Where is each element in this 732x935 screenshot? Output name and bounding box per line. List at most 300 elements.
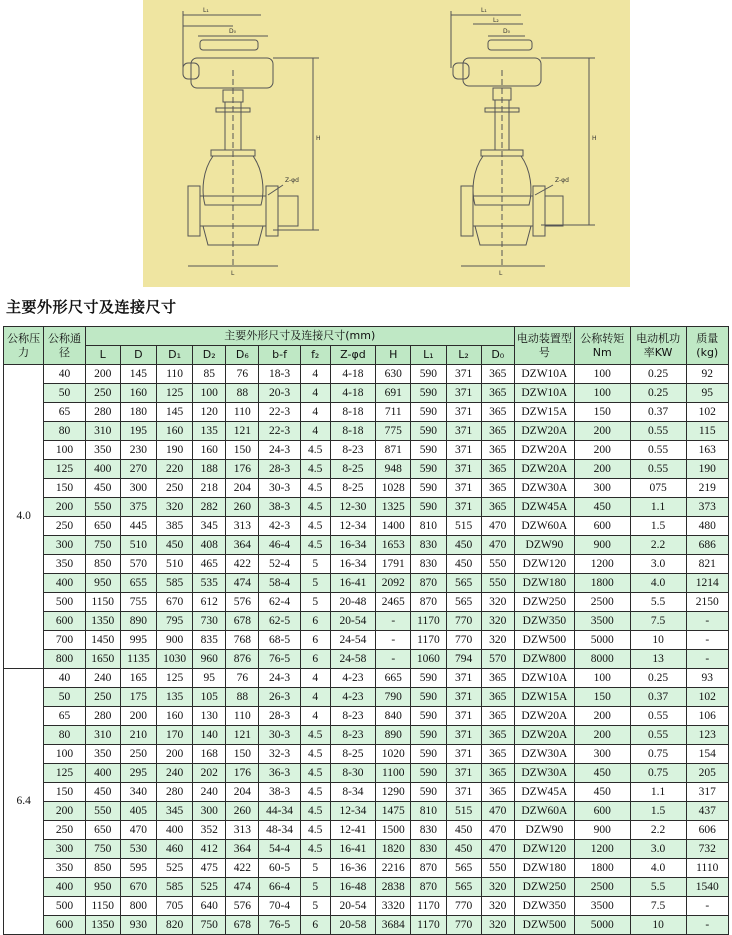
table-cell: 470 bbox=[481, 536, 514, 555]
table-cell: 52-4 bbox=[259, 555, 300, 574]
table-cell: 830 bbox=[411, 536, 446, 555]
table-cell: 1170 bbox=[411, 916, 446, 935]
table-cell: 900 bbox=[574, 536, 630, 555]
header-col-0: L bbox=[85, 346, 120, 365]
table-cell: 80 bbox=[44, 422, 85, 441]
table-cell: 595 bbox=[120, 859, 156, 878]
table-cell: 260 bbox=[226, 498, 259, 517]
table-cell: 768 bbox=[226, 631, 259, 650]
table-cell: 770 bbox=[446, 612, 481, 631]
table-row bbox=[4, 593, 729, 612]
table-cell: 1800 bbox=[574, 574, 630, 593]
table-cell: 550 bbox=[481, 859, 514, 878]
table-row bbox=[4, 840, 729, 859]
table-cell: 600 bbox=[44, 916, 85, 935]
table-cell: 450 bbox=[85, 783, 120, 802]
table-cell: DZW10A bbox=[514, 365, 574, 384]
table-cell: 1.5 bbox=[630, 517, 686, 536]
table-cell: 450 bbox=[446, 840, 481, 859]
table-cell: 345 bbox=[157, 802, 193, 821]
table-cell: DZW20A bbox=[514, 460, 574, 479]
table-cell: 371 bbox=[446, 384, 481, 403]
table-cell: 310 bbox=[85, 726, 120, 745]
table-cell: 5.5 bbox=[630, 878, 686, 897]
table-cell: 12-41 bbox=[330, 821, 375, 840]
pressure-cell: 6.4 bbox=[4, 669, 44, 935]
table-cell: 4.0 bbox=[630, 859, 686, 878]
table-cell: 835 bbox=[193, 631, 226, 650]
table-row bbox=[4, 764, 729, 783]
table-cell: 350 bbox=[44, 859, 85, 878]
table-row bbox=[4, 536, 729, 555]
table-cell: DZW20A bbox=[514, 422, 574, 441]
table-cell: 1500 bbox=[376, 821, 411, 840]
table-cell: DZW30A bbox=[514, 479, 574, 498]
table-cell: 0.55 bbox=[630, 726, 686, 745]
table-cell: 1030 bbox=[157, 650, 193, 669]
table-cell: 125 bbox=[44, 764, 85, 783]
table-row bbox=[4, 745, 729, 764]
table-cell: 1653 bbox=[376, 536, 411, 555]
table-cell: 450 bbox=[446, 555, 481, 574]
table-cell: 565 bbox=[446, 859, 481, 878]
table-cell: 8-25 bbox=[330, 745, 375, 764]
table-cell: 2150 bbox=[686, 593, 729, 612]
table-cell: 250 bbox=[44, 517, 85, 536]
table-cell: 220 bbox=[157, 460, 193, 479]
table-cell: - bbox=[686, 897, 729, 916]
table-cell: 525 bbox=[193, 878, 226, 897]
right-h-label: H bbox=[592, 135, 597, 142]
table-cell: 24-3 bbox=[259, 669, 300, 688]
table-cell: 0.25 bbox=[630, 384, 686, 403]
table-cell: 570 bbox=[120, 555, 156, 574]
table-cell: 0.55 bbox=[630, 707, 686, 726]
table-cell: 1290 bbox=[376, 783, 411, 802]
pressure-cell: 4.0 bbox=[4, 365, 44, 669]
table-cell: 678 bbox=[226, 916, 259, 935]
table-cell: 4 bbox=[300, 707, 330, 726]
table-cell: 4 bbox=[300, 422, 330, 441]
table-cell: 62-4 bbox=[259, 593, 300, 612]
table-cell: 163 bbox=[686, 441, 729, 460]
table-cell: 219 bbox=[686, 479, 729, 498]
table-cell: 371 bbox=[446, 707, 481, 726]
table-cell: 300 bbox=[44, 536, 85, 555]
table-cell: 371 bbox=[446, 441, 481, 460]
table-cell: 176 bbox=[226, 764, 259, 783]
table-cell: DZW15A bbox=[514, 403, 574, 422]
table-row bbox=[4, 783, 729, 802]
table-cell: 300 bbox=[574, 745, 630, 764]
table-cell: 16-41 bbox=[330, 574, 375, 593]
table-cell: 5 bbox=[300, 555, 330, 574]
table-cell: 590 bbox=[411, 726, 446, 745]
table-cell: 830 bbox=[411, 821, 446, 840]
table-cell: 8-18 bbox=[330, 403, 375, 422]
table-cell: 365 bbox=[481, 688, 514, 707]
table-cell: 640 bbox=[193, 897, 226, 916]
table-cell: 20-54 bbox=[330, 612, 375, 631]
table-cell: 110 bbox=[226, 403, 259, 422]
table-cell: 474 bbox=[226, 878, 259, 897]
table-cell: 210 bbox=[120, 726, 156, 745]
table-cell: 295 bbox=[120, 764, 156, 783]
table-cell: 145 bbox=[120, 365, 156, 384]
table-cell: 8-25 bbox=[330, 460, 375, 479]
table-cell: 102 bbox=[686, 403, 729, 422]
table-cell: 20-54 bbox=[330, 897, 375, 916]
table-cell: 93 bbox=[686, 669, 729, 688]
table-cell: 590 bbox=[411, 783, 446, 802]
table-cell: 0.55 bbox=[630, 441, 686, 460]
table-cell: 450 bbox=[574, 764, 630, 783]
table-cell: 876 bbox=[226, 650, 259, 669]
table-cell: 6 bbox=[300, 631, 330, 650]
table-cell: 4.5 bbox=[300, 479, 330, 498]
table-cell: 0.55 bbox=[630, 460, 686, 479]
header-nominal-dia: 公称通径 bbox=[44, 327, 85, 365]
table-cell: 400 bbox=[157, 821, 193, 840]
table-cell: 470 bbox=[481, 517, 514, 536]
table-cell: 795 bbox=[157, 612, 193, 631]
table-row bbox=[4, 498, 729, 517]
table-cell: 535 bbox=[193, 574, 226, 593]
table-cell: DZW20A bbox=[514, 726, 574, 745]
table-cell: 280 bbox=[85, 707, 120, 726]
table-cell: 4 bbox=[300, 403, 330, 422]
table-cell: 4.5 bbox=[300, 821, 330, 840]
table-cell: 4-18 bbox=[330, 365, 375, 384]
header-col-10: L₂ bbox=[446, 346, 481, 365]
table-cell: 590 bbox=[411, 688, 446, 707]
table-cell: 300 bbox=[193, 802, 226, 821]
header-col-8: H bbox=[376, 346, 411, 365]
left-d0-label: D₀ bbox=[229, 28, 237, 35]
header-mass: 质量(kg) bbox=[686, 327, 729, 365]
table-cell: DZW20A bbox=[514, 707, 574, 726]
table-cell: 371 bbox=[446, 460, 481, 479]
table-cell: 200 bbox=[85, 365, 120, 384]
header-col-2: D₁ bbox=[157, 346, 193, 365]
table-cell: 3500 bbox=[574, 612, 630, 631]
table-cell: 373 bbox=[686, 498, 729, 517]
table-cell: 30-3 bbox=[259, 726, 300, 745]
table-cell: 4-23 bbox=[330, 688, 375, 707]
table-cell: 260 bbox=[226, 802, 259, 821]
table-cell: 40 bbox=[44, 365, 85, 384]
table-cell: 475 bbox=[193, 859, 226, 878]
table-cell: 4-18 bbox=[330, 384, 375, 403]
table-cell: 732 bbox=[686, 840, 729, 859]
table-cell: 870 bbox=[411, 593, 446, 612]
table-cell: 5 bbox=[300, 878, 330, 897]
header-col-6: f₂ bbox=[300, 346, 330, 365]
table-cell: 4.5 bbox=[300, 783, 330, 802]
table-cell: 110 bbox=[157, 365, 193, 384]
table-cell: 100 bbox=[574, 384, 630, 403]
table-cell: 4 bbox=[300, 365, 330, 384]
table-row bbox=[4, 897, 729, 916]
table-cell: 250 bbox=[120, 745, 156, 764]
table-cell: 790 bbox=[376, 688, 411, 707]
table-cell: 150 bbox=[226, 441, 259, 460]
table-cell: - bbox=[686, 631, 729, 650]
table-cell: 655 bbox=[120, 574, 156, 593]
table-cell: 570 bbox=[481, 650, 514, 669]
table-cell: 510 bbox=[157, 555, 193, 574]
table-cell: 365 bbox=[481, 365, 514, 384]
table-cell: 665 bbox=[376, 669, 411, 688]
table-cell: 500 bbox=[44, 593, 85, 612]
table-cell: 405 bbox=[120, 802, 156, 821]
table-cell: 100 bbox=[44, 745, 85, 764]
right-valve bbox=[451, 11, 595, 266]
table-cell: 0.25 bbox=[630, 365, 686, 384]
table-cell: 691 bbox=[376, 384, 411, 403]
table-cell: 150 bbox=[44, 479, 85, 498]
table-cell: 36-3 bbox=[259, 764, 300, 783]
table-cell: 960 bbox=[193, 650, 226, 669]
table-cell: 900 bbox=[574, 821, 630, 840]
table-cell: 550 bbox=[85, 498, 120, 517]
table-cell: 300 bbox=[574, 479, 630, 498]
table-cell: 1791 bbox=[376, 555, 411, 574]
table-cell: 22-3 bbox=[259, 422, 300, 441]
table-cell: 590 bbox=[411, 422, 446, 441]
table-cell: 92 bbox=[686, 365, 729, 384]
left-l-label: L bbox=[231, 270, 235, 277]
table-cell: 4.5 bbox=[300, 536, 330, 555]
table-cell: 88 bbox=[226, 688, 259, 707]
table-cell: 317 bbox=[686, 783, 729, 802]
table-cell: 130 bbox=[193, 707, 226, 726]
table-cell: 450 bbox=[574, 783, 630, 802]
table-cell: 576 bbox=[226, 897, 259, 916]
table-cell: 0.75 bbox=[630, 764, 686, 783]
table-cell: 1170 bbox=[411, 612, 446, 631]
table-cell: 450 bbox=[85, 479, 120, 498]
table-cell: 0.37 bbox=[630, 688, 686, 707]
table-cell: 115 bbox=[686, 422, 729, 441]
header-col-9: L₁ bbox=[411, 346, 446, 365]
table-cell: 412 bbox=[193, 840, 226, 859]
table-cell: 5000 bbox=[574, 916, 630, 935]
table-cell: 371 bbox=[446, 669, 481, 688]
table-cell: 400 bbox=[85, 460, 120, 479]
table-cell: 1214 bbox=[686, 574, 729, 593]
table-cell: 320 bbox=[481, 897, 514, 916]
table-cell: 750 bbox=[85, 840, 120, 859]
table-cell: 12-30 bbox=[330, 498, 375, 517]
table-cell: 20-58 bbox=[330, 916, 375, 935]
table-cell: 320 bbox=[481, 612, 514, 631]
table-cell: 365 bbox=[481, 422, 514, 441]
table-cell: 770 bbox=[446, 897, 481, 916]
table-cell: 770 bbox=[446, 916, 481, 935]
table-cell: 1325 bbox=[376, 498, 411, 517]
table-cell: 2092 bbox=[376, 574, 411, 593]
table-cell: 16-34 bbox=[330, 555, 375, 574]
table-cell: 870 bbox=[411, 574, 446, 593]
table-cell: 200 bbox=[574, 726, 630, 745]
table-cell: 371 bbox=[446, 422, 481, 441]
table-cell: 371 bbox=[446, 764, 481, 783]
table-cell: 10 bbox=[630, 631, 686, 650]
table-cell: 371 bbox=[446, 479, 481, 498]
table-cell: 4 bbox=[300, 669, 330, 688]
table-cell: 28-3 bbox=[259, 460, 300, 479]
table-cell: 300 bbox=[120, 479, 156, 498]
table-cell: - bbox=[686, 650, 729, 669]
table-cell: DZW10A bbox=[514, 669, 574, 688]
table-cell: 700 bbox=[44, 631, 85, 650]
table-cell: 270 bbox=[120, 460, 156, 479]
table-cell: 24-58 bbox=[330, 650, 375, 669]
table-cell: 42-3 bbox=[259, 517, 300, 536]
table-cell: 350 bbox=[44, 555, 85, 574]
table-row bbox=[4, 916, 729, 935]
table-cell: 12-34 bbox=[330, 517, 375, 536]
table-cell: - bbox=[686, 916, 729, 935]
table-cell: 4.5 bbox=[300, 441, 330, 460]
table-cell: 4.5 bbox=[300, 764, 330, 783]
table-cell: 820 bbox=[157, 916, 193, 935]
right-zd-label: Z-φd bbox=[555, 177, 569, 184]
table-cell: 5.5 bbox=[630, 593, 686, 612]
table-cell: 165 bbox=[120, 669, 156, 688]
table-cell: 4.5 bbox=[300, 745, 330, 764]
table-cell: 385 bbox=[157, 517, 193, 536]
table-cell: 48-34 bbox=[259, 821, 300, 840]
table-cell: 437 bbox=[686, 802, 729, 821]
table-cell: 730 bbox=[193, 612, 226, 631]
table-cell: 13 bbox=[630, 650, 686, 669]
table-cell: 150 bbox=[574, 688, 630, 707]
table-cell: 450 bbox=[574, 498, 630, 517]
table-cell: 750 bbox=[193, 916, 226, 935]
table-cell: - bbox=[376, 631, 411, 650]
table-cell: 320 bbox=[481, 878, 514, 897]
table-cell: 678 bbox=[226, 612, 259, 631]
table-cell: 320 bbox=[481, 916, 514, 935]
table-cell: 365 bbox=[481, 498, 514, 517]
table-cell: 58-4 bbox=[259, 574, 300, 593]
table-cell: 16-48 bbox=[330, 878, 375, 897]
table-cell: 188 bbox=[193, 460, 226, 479]
table-cell: 8000 bbox=[574, 650, 630, 669]
table-cell: 100 bbox=[193, 384, 226, 403]
table-row bbox=[4, 726, 729, 745]
table-cell: 160 bbox=[157, 707, 193, 726]
table-cell: 280 bbox=[157, 783, 193, 802]
table-row bbox=[4, 555, 729, 574]
table-cell: 7.5 bbox=[630, 612, 686, 631]
table-cell: 590 bbox=[411, 384, 446, 403]
table-cell: 0.37 bbox=[630, 403, 686, 422]
table-cell: 8-30 bbox=[330, 764, 375, 783]
table-cell: 125 bbox=[157, 669, 193, 688]
table-cell: 590 bbox=[411, 479, 446, 498]
table-cell: 200 bbox=[157, 745, 193, 764]
table-cell: DZW30A bbox=[514, 745, 574, 764]
table-cell: 200 bbox=[44, 802, 85, 821]
table-cell: 4 bbox=[300, 384, 330, 403]
table-cell: DZW45A bbox=[514, 498, 574, 517]
table-cell: 500 bbox=[44, 897, 85, 916]
table-cell: 175 bbox=[120, 688, 156, 707]
table-row bbox=[4, 441, 729, 460]
table-cell: 8-23 bbox=[330, 441, 375, 460]
table-cell: 150 bbox=[226, 745, 259, 764]
table-cell: DZW45A bbox=[514, 783, 574, 802]
table-cell: 38-3 bbox=[259, 498, 300, 517]
table-cell: 100 bbox=[574, 365, 630, 384]
table-cell: DZW180 bbox=[514, 859, 574, 878]
header-pressure: 公称压力 bbox=[4, 327, 44, 365]
table-cell: 5 bbox=[300, 593, 330, 612]
table-cell: 62-5 bbox=[259, 612, 300, 631]
table-cell: 711 bbox=[376, 403, 411, 422]
table-cell: 650 bbox=[85, 821, 120, 840]
table-cell: 650 bbox=[85, 517, 120, 536]
table-row bbox=[4, 859, 729, 878]
table-cell: 22-3 bbox=[259, 403, 300, 422]
table-cell: DZW90 bbox=[514, 536, 574, 555]
table-cell: 830 bbox=[411, 840, 446, 859]
table-cell: 1100 bbox=[376, 764, 411, 783]
table-cell: 1350 bbox=[85, 916, 120, 935]
table-cell: 121 bbox=[226, 422, 259, 441]
table-cell: 400 bbox=[85, 764, 120, 783]
table-cell: DZW350 bbox=[514, 897, 574, 916]
right-l-label: L bbox=[499, 270, 503, 277]
table-cell: 1110 bbox=[686, 859, 729, 878]
table-cell: 3320 bbox=[376, 897, 411, 916]
header-power: 电动机功率KW bbox=[630, 327, 686, 365]
header-group: 主要外形尺寸及连接尺寸(mm) bbox=[85, 327, 514, 346]
table-cell: DZW180 bbox=[514, 574, 574, 593]
table-cell: 1450 bbox=[85, 631, 120, 650]
table-cell: 76 bbox=[226, 365, 259, 384]
table-cell: 365 bbox=[481, 707, 514, 726]
table-cell: 240 bbox=[193, 783, 226, 802]
table-cell: 590 bbox=[411, 745, 446, 764]
table-cell: 408 bbox=[193, 536, 226, 555]
table-cell: 1540 bbox=[686, 878, 729, 897]
table-cell: 10 bbox=[630, 916, 686, 935]
table-cell: 154 bbox=[686, 745, 729, 764]
left-h-label: H bbox=[316, 135, 321, 142]
table-cell: 50 bbox=[44, 688, 85, 707]
table-cell: 510 bbox=[120, 536, 156, 555]
table-cell: 371 bbox=[446, 745, 481, 764]
table-cell: 30-3 bbox=[259, 479, 300, 498]
table-cell: 145 bbox=[157, 403, 193, 422]
table-cell: 1.1 bbox=[630, 783, 686, 802]
table-cell: 794 bbox=[446, 650, 481, 669]
table-cell: 5 bbox=[300, 897, 330, 916]
table-cell: 371 bbox=[446, 688, 481, 707]
table-cell: 8-23 bbox=[330, 707, 375, 726]
table-cell: 95 bbox=[686, 384, 729, 403]
table-cell: - bbox=[686, 612, 729, 631]
table-cell: 168 bbox=[193, 745, 226, 764]
table-cell: 350 bbox=[85, 745, 120, 764]
table-cell: 585 bbox=[157, 574, 193, 593]
table-cell: 2500 bbox=[574, 593, 630, 612]
table-cell: DZW120 bbox=[514, 555, 574, 574]
